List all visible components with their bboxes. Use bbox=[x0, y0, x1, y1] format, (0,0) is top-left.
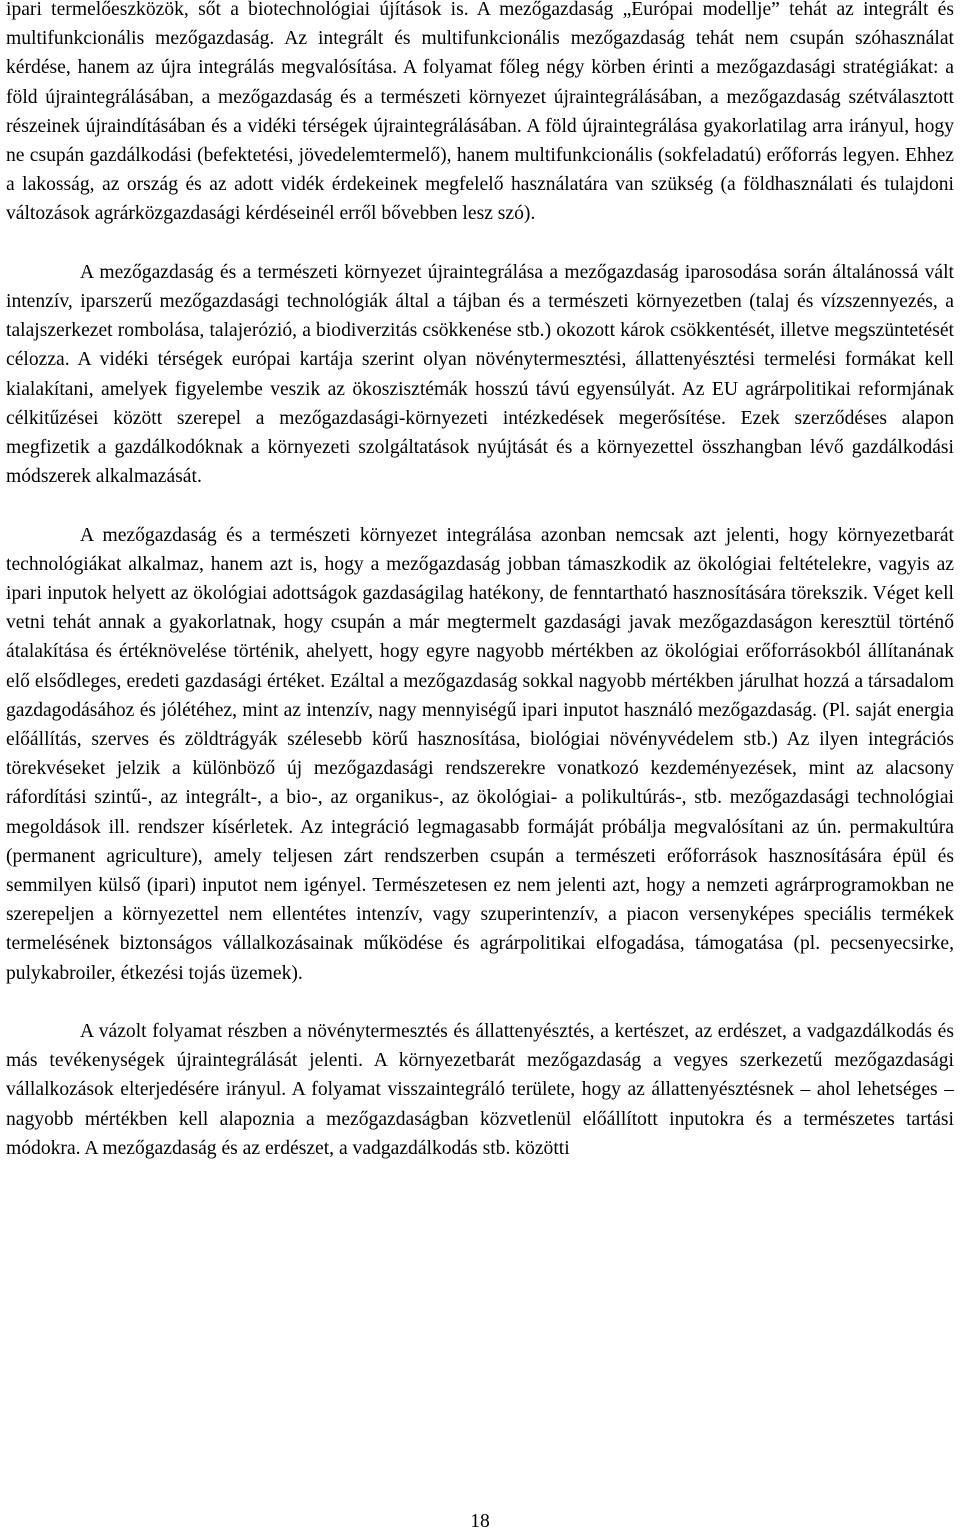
page-number: 18 bbox=[470, 1511, 490, 1532]
paragraph-gap bbox=[6, 988, 954, 1017]
paragraph-2: A mezőgazdaság és a természeti környezet újraintegrálása a mezőgazdaság iparosodása során általánossá vált intenzív, iparszerű mezőgazdasági technológiák által a tájban és a természeti környezetben (talaj és vízszennyezés, a talajszerkezet rombolása, talajerózió, a biodiverzitás csökkenése stb.) okozott károk csökkentését, illetve megszüntetését célozza. A vidéki térségek európai kartája szerint olyan növénytermesztési, állattenyésztési termelési formákat kell kialakítani, amelyek figyelembe veszik az ökoszisztémák hosszú távú egyensúlyát. Az EU agrárpolitikai reformjának célkitűzései között szerepel a mezőgazdasági-környezeti intézkedések megerősítése. Ezek szerződéses alapon megfizetik a gazdálkodóknak a környezeti szolgáltatások nyújtását és a környezettel összhangban lévő gazdálkodási módszerek alkalmazását. bbox=[6, 261, 954, 488]
paragraph-1: ipari termelőeszközök, sőt a biotechnológiai újítások is. A mezőgazdaság „Európai modellje” tehát az integrált és multifunkcionális mezőgazdaság. Az integrált és multifunkcionális mezőgazdaság tehát nem csupán szóhasználat kérdése, hanem az újra integrálás megvalósítása. A folyamat főleg négy körben érinti a mezőgazdasági stratégiákat: a föld újraintegrálásában, a mezőgazdaság és a természeti környezet újraintegrálásában, a mezőgazdaság szétválasztott részeinek újraindításában és a vidéki térségek újraintegrálásában. A föld újraintegrálása gyakorlatilag arra irányul, hogy ne csupán gazdálkodási (befektetési, jövedelemtermelő), hanem multifunkcionális (sokfeladatú) erőforrás legyen. Ehhez a lakosság, az ország és az adott vidék érdekeinek megfelelő használatára van szükség (a földhasználati és tulajdoni változások agrárközgazdasági kérdéseinél erről bővebben lesz szó). bbox=[6, 0, 954, 225]
paragraph-3: A mezőgazdaság és a természeti környezet integrálása azonban nemcsak azt jelenti, hogy környezetbarát technológiákat alkalmaz, hanem azt is, hogy a mezőgazdaság jobban támaszkodik az ökológiai feltételekre, vagyis az ipari inputok helyett az ökológiai adottságok gazdaságilag hatékony, de fenntartható hasznosítására törekszik. Véget kell vetni tehát annak a gyakorlatnak, hogy csupán a már megtermelt gazdasági javak mezőgazdaságon keresztül történő átalakítása és értéknövelése történik, ahelyett, hogy egyre nagyobb mértékben az ökológiai erőforrásokból állítanának elő elsődleges, eredeti gazdasági értéket. Ezáltal a mezőgazdaság sokkal nagyobb mértékben járulhat hozzá a társadalom gazdagodásához és jólétéhez, mint az intenzív, nagy mennyiségű ipari inputot használó mezőgazdaság. (Pl. saját energia előállítás, szerves és zöldtrágyák szélesebb körű hasznosítása, biológiai növényvédelem stb.) Az ilyen integrációs törekvéseket jelzik a különböző új mezőgazdasági rendszerekre vonatkozó kezdeményezések, mint az alacsony ráfordítási szintű-, az integrált-, a bio-, az organikus-, az ökológiai- a polikultúrás-, stb. mezőgazdasági technológiai megoldások ill. rendszer kísérletek. Az integráció legmagasabb formáját próbálja megvalósítani az ún. permakultúra (permanent agriculture), amely teljesen zárt rendszerben csupán a természeti erőforrások hasznosítására épül és semmilyen külső (ipari) inputot nem igényel. Természetesen ez nem jelenti azt, hogy a nemzeti agrárprogramokban ne szerepeljen a környezettel nem ellentétes intenzív, vagy szuperintenzív, a piacon versenyképes speciális termékek termelésének biztonságos vállalkozásainak működése és agrárpolitikai elfogadása, támogatása (pl. pecsenyecsirke, pulykabroiler, étkezési tojás üzemek). bbox=[6, 524, 954, 984]
paragraph-gap bbox=[6, 491, 954, 520]
paragraph-gap bbox=[6, 229, 954, 258]
document-body bbox=[6, 0, 954, 1163]
paragraph-4: A vázolt folyamat részben a növénytermesztés és állattenyésztés, a kertészet, az erdészet, a vadgazdálkodás és más tevékenységek újraintegrálását jelenti. A környezetbarát mezőgazdaság a vegyes szerkezetű mezőgazdasági vállalkozások elterjedésére irányul. A folyamat visszaintegráló területe, hogy az állattenyésztésnek – ahol lehetséges – nagyobb mértékben kell alapoznia a mezőgazdaságban közvetlenül előállított inputokra és a természetes tartási módokra. A mezőgazdaság és az erdészet, a vadgazdálkodás stb. közötti bbox=[6, 1021, 954, 1159]
